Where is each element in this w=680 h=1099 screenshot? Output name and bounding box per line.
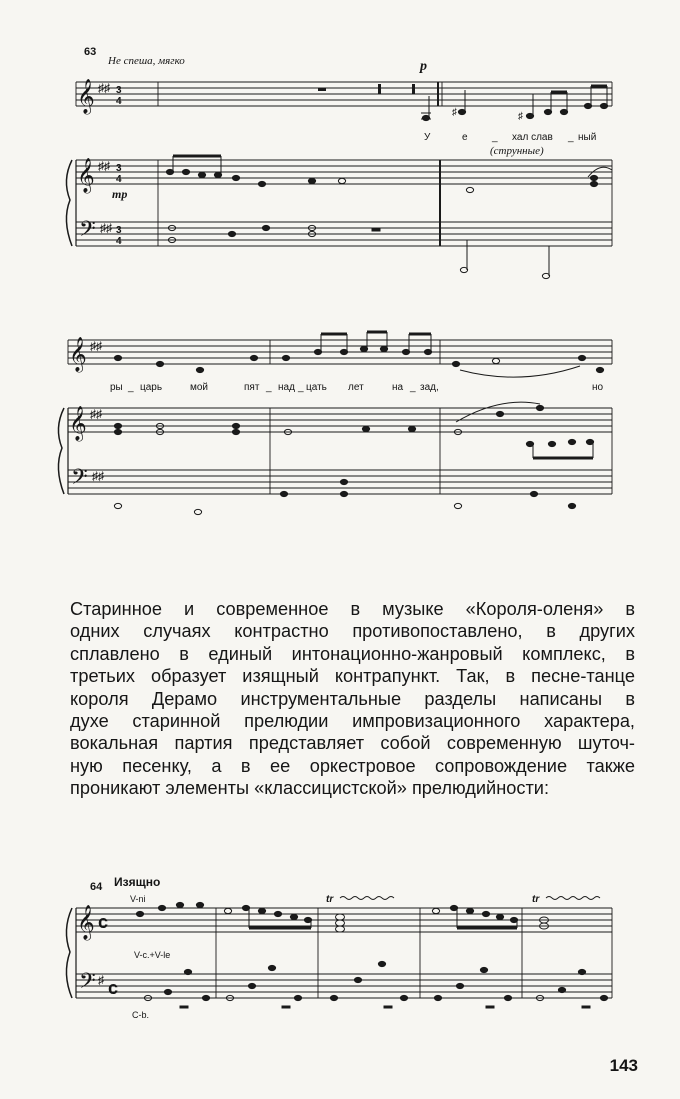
voice-notes-2 [114, 332, 603, 377]
tempo-marking: Не спеша, мягко [108, 55, 185, 67]
example-number: 64 [90, 881, 103, 893]
svg-text:4: 4 [116, 236, 122, 247]
svg-text:мой: мой [190, 382, 209, 393]
tempo-marking: Изящно [114, 875, 161, 889]
svg-text:c: c [108, 978, 119, 998]
trill-marks [326, 894, 540, 905]
lyrics-line-1 [424, 132, 596, 143]
piano-treble-staff-2 [68, 408, 612, 494]
music-example-63-system-1 [0, 40, 680, 280]
grand-staff-brace-icon [66, 160, 72, 246]
svg-text:_: _ [568, 132, 574, 143]
svg-text:♯: ♯ [452, 107, 457, 118]
body-paragraph [70, 598, 635, 800]
svg-text:tr: tr [326, 894, 334, 905]
music-example-64 [0, 866, 680, 1026]
svg-text:е: е [462, 132, 468, 143]
paragraph-line: одних случаях контрастно противопоставлено, в других [70, 621, 635, 642]
svg-text:над: над [278, 382, 295, 393]
dynamic-piano: mp [112, 187, 128, 201]
label-low-strings: V-c.+V-le [134, 950, 171, 960]
svg-text:пят: пят [244, 382, 260, 393]
svg-text:_: _ [298, 382, 304, 393]
paragraph-line: вокальная партия представляет собой современную шуточ- [70, 733, 635, 754]
svg-text:𝄢: 𝄢 [71, 464, 88, 494]
page-number: 143 [609, 1056, 638, 1075]
svg-text:ный: ный [578, 132, 597, 143]
svg-text:_: _ [128, 382, 134, 393]
svg-text:♯♯: ♯♯ [90, 339, 102, 353]
svg-text:4: 4 [116, 96, 122, 107]
label-bass: C-b. [132, 1010, 150, 1020]
svg-text:4: 4 [116, 174, 122, 185]
svg-text:tr: tr [532, 894, 540, 905]
svg-text:♯: ♯ [98, 973, 104, 987]
svg-text:♯: ♯ [518, 111, 523, 122]
piano-treble-notes [166, 156, 612, 193]
common-time-icon: c [98, 912, 109, 932]
treble-clef-icon: 𝄞 [77, 80, 95, 113]
piano-treble-staff [76, 160, 612, 184]
voice-rests [318, 84, 415, 94]
piano-notes-2 [114, 402, 593, 514]
svg-text:_: _ [410, 382, 416, 393]
svg-text:3: 3 [116, 163, 122, 174]
svg-text:♯♯: ♯♯ [90, 407, 102, 421]
paragraph-line: короля Дерамо инструментальные разделы написаны в [70, 688, 635, 709]
svg-text:𝄞: 𝄞 [69, 338, 87, 371]
paragraph-line: ную песенку, а в ее оркестровое сопровождение также [70, 755, 635, 776]
dynamic-voice: p [420, 59, 427, 74]
lyrics-line-2 [110, 382, 604, 393]
time-signature-icon: 3 [116, 85, 122, 96]
svg-text:𝄞: 𝄞 [77, 159, 95, 192]
svg-text:𝄢: 𝄢 [79, 968, 96, 998]
paragraph-line: духе старинной прелюдии импровизационного характера, [70, 711, 635, 732]
svg-text:♯♯: ♯♯ [100, 221, 112, 235]
svg-text:хал слав: хал слав [512, 132, 553, 143]
piano-bass-staff [76, 160, 612, 246]
voice-notes [421, 86, 608, 122]
svg-text:лет: лет [348, 382, 364, 393]
svg-text:♯♯: ♯♯ [98, 159, 110, 173]
svg-text:на: на [392, 382, 404, 393]
key-signature-icon: ♯♯ [98, 81, 110, 95]
paragraph-line: третьих образует изящный контрапункт. Так, в песне-танце [70, 666, 635, 687]
lower-notes-64 [144, 961, 607, 1008]
svg-text:зад,: зад, [420, 382, 439, 393]
label-violins: V-ni [130, 894, 146, 904]
example-number: 63 [84, 46, 97, 58]
svg-text:_: _ [492, 132, 498, 143]
music-example-63-system-2 [0, 318, 680, 528]
piano-bass-notes [168, 225, 549, 278]
svg-text:но: но [592, 382, 604, 393]
paragraph-line: проникают элементы «классицистской» прелюдийности: [70, 778, 550, 799]
svg-text:𝄞: 𝄞 [77, 906, 95, 939]
upper-notes-64 [136, 902, 548, 932]
svg-text:3: 3 [116, 225, 122, 236]
svg-text:𝄞: 𝄞 [69, 407, 87, 440]
svg-text:цать: цать [306, 382, 327, 393]
voice-staff [76, 82, 612, 106]
bass-clef-icon: 𝄢 [79, 216, 96, 246]
paragraph-line: Старинное и современное в музыке «Короля-оленя» в [70, 599, 635, 619]
svg-text:У: У [424, 132, 431, 143]
svg-text:_: _ [266, 382, 272, 393]
svg-text:♯♯: ♯♯ [92, 469, 104, 483]
instrument-note: (струнные) [490, 145, 544, 157]
svg-text:царь: царь [140, 382, 163, 393]
svg-text:ры: ры [110, 382, 123, 393]
paragraph-line: сплавлено в единый интонационно-жанровый комплекс, в [70, 643, 635, 664]
